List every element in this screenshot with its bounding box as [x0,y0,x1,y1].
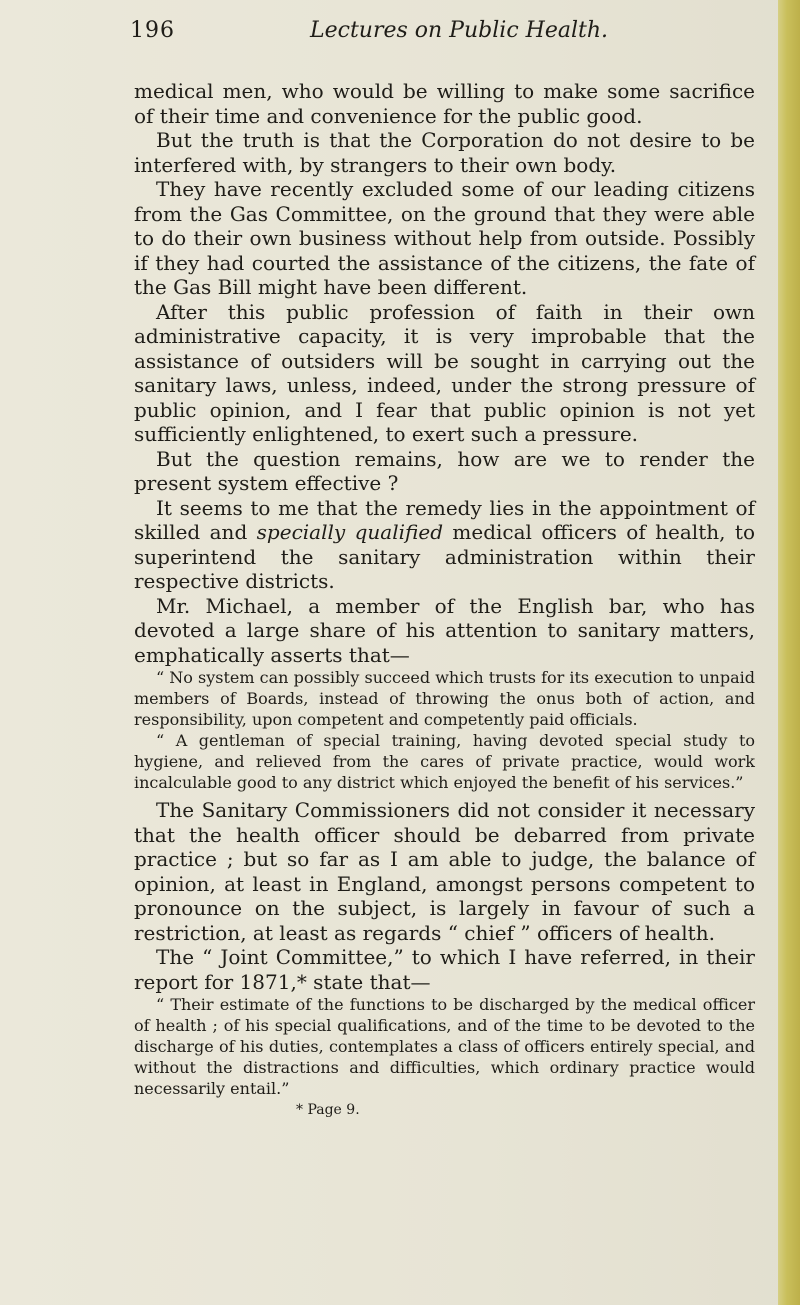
page-edge [778,0,800,1305]
paragraph: But the question remains, how are we to render the present system effective ? [134,446,755,495]
paragraph: The Sanitary Commissioners did not consider it necessary that the health officer should be debarred from private practice ; but so far as I am able to judge, the balance of opinion, at least in England, amongst persons competent to pronounce on the subject, is largely in favour of such a restriction, at least as regards “ chief ” officers of health. [134,798,755,945]
paragraph: medical men, who would be willing to make some sacrifice of their time and convenience for the public good. [134,79,755,128]
emphasis-text: specially qualified [256,520,443,544]
running-title: Lectures on Public Health. [310,18,608,43]
paragraph-text: It seems to me that the remedy lies in the appointment of skilled and [134,495,755,544]
paragraph: They have recently excluded some of our leading citizens from the Gas Committee, on the ground that they were able to do their own business without help from outside. Possibly if they had courted the assistance of the citizens, the fate of the Gas Bill might have been different. [134,177,755,299]
paragraph: Mr. Michael, a member of the English bar, who has devoted a large share of his attention to sanitary matters, emphatically asserts that— [134,593,755,667]
paragraph-text: medical officers of health, to superintend the sanitary administration within their respective districts. [134,520,755,593]
paragraph: But the truth is that the Corporation do not desire to be interfered with, by strangers to their own body. [134,128,755,177]
page-header [130,14,750,50]
body-text [134,79,755,1119]
paragraph: The “ Joint Committee,” to which I have referred, in their report for 1871,* state that— [134,945,755,994]
footnote: * Page 9. [296,1102,360,1118]
page-number: 196 [130,18,175,43]
paragraph: After this public profession of faith in their own administrative capacity, it is very improbable that the assistance of outsiders will be sought in carrying out the sanitary laws, unless, indeed, under the strong pressure of public opinion, and I fear that public opinion is not yet sufficiently enlightened, to exert such a pressure. [134,299,755,446]
block-quote: “ A gentleman of special training, having devoted special study to hygiene, and relieved from the cares of private practice, would work incalculable good to any district which enjoyed the benefit of his services.” [134,731,755,792]
paragraph [134,496,755,594]
block-quote: “ No system can possibly succeed which trusts for its execution to unpaid members of Boards, instead of throwing the onus both of action, and responsibility, upon competent and competently paid officials. [134,668,755,729]
block-quote: “ Their estimate of the functions to be discharged by the medical officer of health ; of his special qualifications, and of the time to be devoted to the discharge of his duties, contemplates a class of officers entirely special, and without the distractions and difficulties, which ordinary practice would necessarily entail.” [134,995,755,1098]
